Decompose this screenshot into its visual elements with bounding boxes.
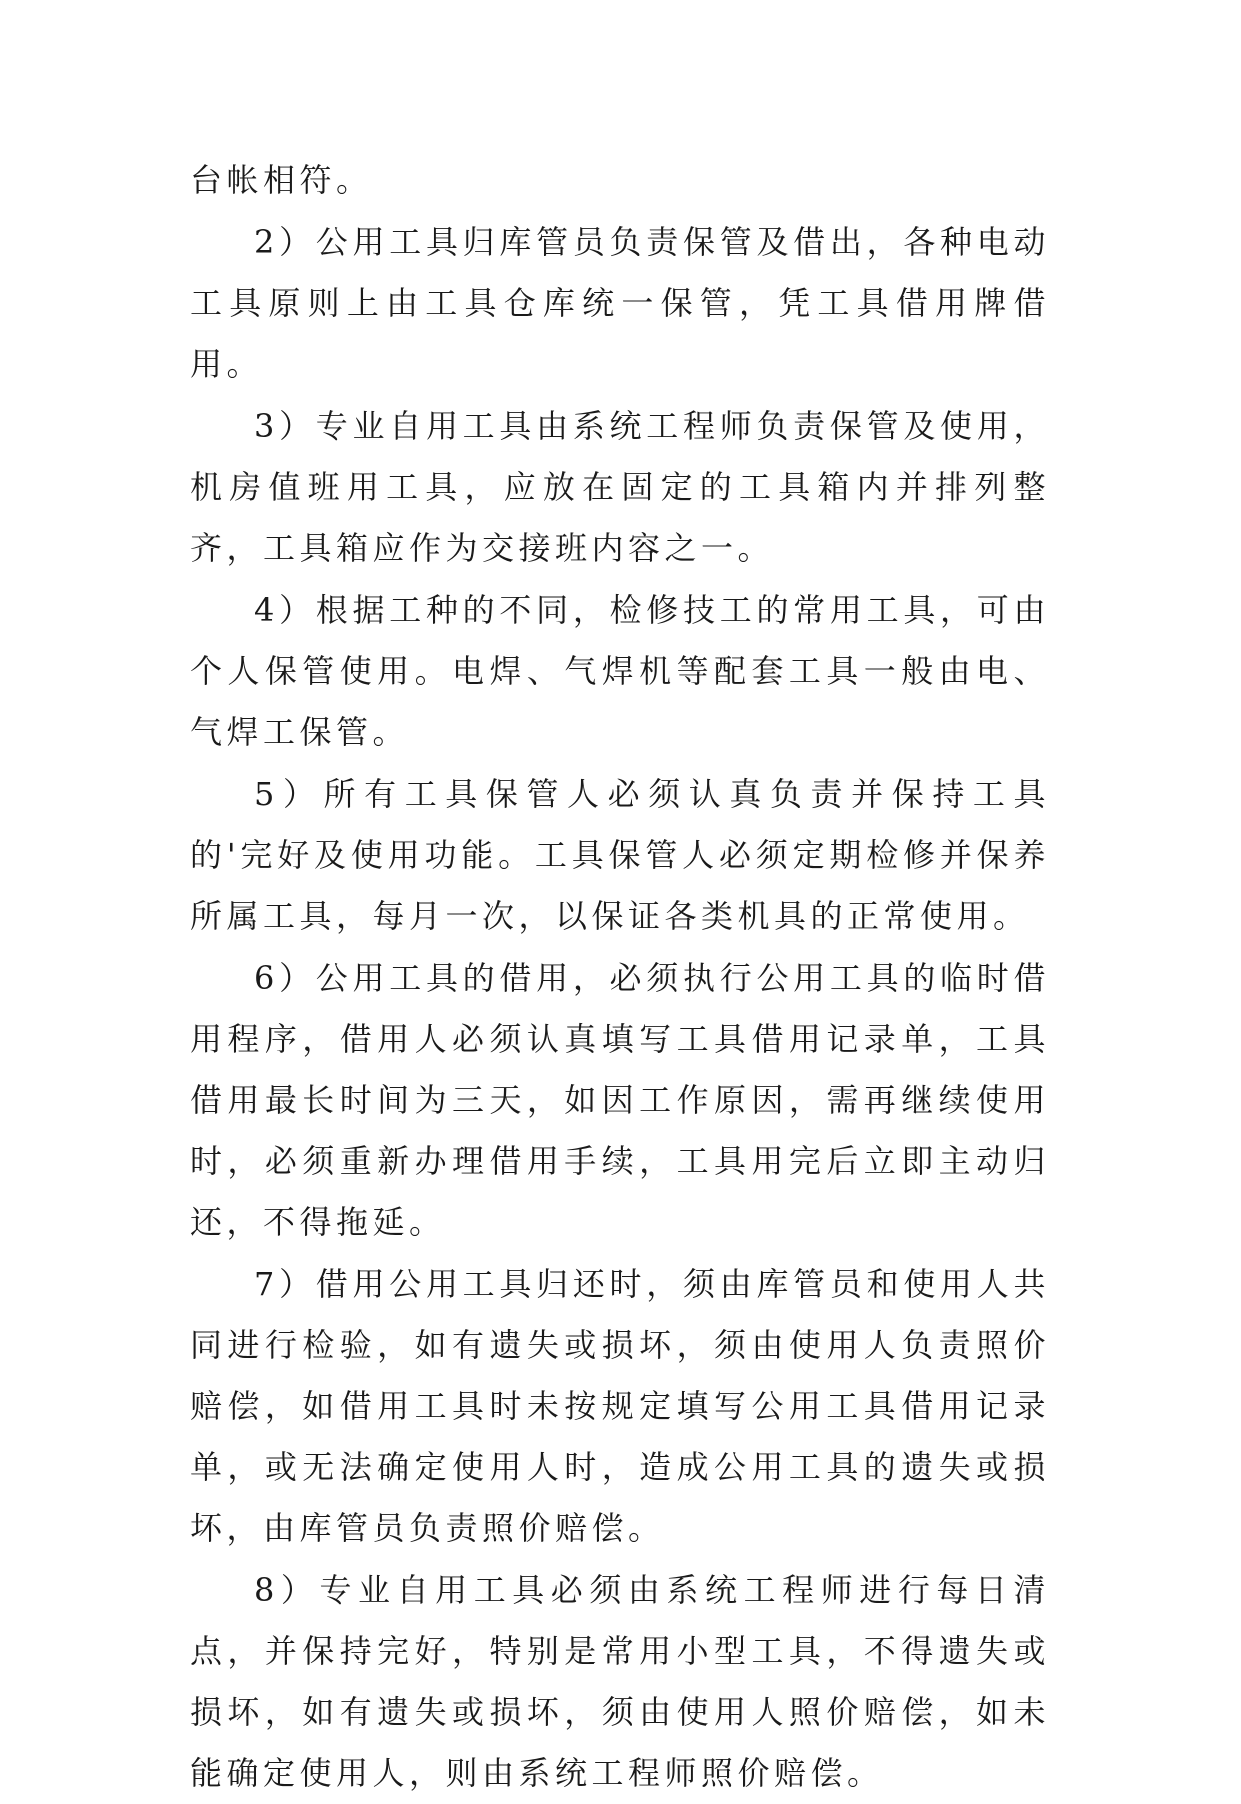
- document-body: [190, 150, 1050, 1804]
- paragraph-item-6: 6）公用工具的借用，必须执行公用工具的临时借用程序，借用人必须认真填写工具借用记录单，工具借用最长时间为三天，如因工作原因，需再继续使用时，必须重新办理借用手续，工具用完后立即主动归还，不得拖延。: [190, 959, 1050, 1241]
- paragraph-continuation: 台帐相符。: [190, 161, 373, 199]
- paragraph-item-7: 7）借用公用工具归还时，须由库管员和使用人共同进行检验，如有遗失或损坏，须由使用人负责照价赔偿，如借用工具时未按规定填写公用工具借用记录单，或无法确定使用人时，造成公用工具的遗失或损坏，由库管员负责照价赔偿。: [190, 1265, 1050, 1547]
- paragraph-item-2: 2）公用工具归库管员负责保管及借出，各种电动工具原则上由工具仓库统一保管，凭工具借用牌借用。: [190, 223, 1050, 383]
- paragraph-item-4: 4）根据工种的不同，检修技工的常用工具，可由个人保管使用。电焊、气焊机等配套工具一般由电、气焊工保管。: [190, 591, 1050, 751]
- paragraph-item-3: 3）专业自用工具由系统工程师负责保管及使用，机房值班用工具，应放在固定的工具箱内并排列整齐，工具箱应作为交接班内容之一。: [190, 407, 1050, 567]
- paragraph-item-5: 5）所有工具保管人必须认真负责并保持工具的'完好及使用功能。工具保管人必须定期检修并保养所属工具，每月一次，以保证各类机具的正常使用。: [190, 775, 1050, 935]
- paragraph-item-8: 8）专业自用工具必须由系统工程师进行每日清点，并保持完好，特别是常用小型工具，不得遗失或损坏，如有遗失或损坏，须由使用人照价赔偿，如未能确定使用人，则由系统工程师照价赔偿。: [190, 1571, 1050, 1792]
